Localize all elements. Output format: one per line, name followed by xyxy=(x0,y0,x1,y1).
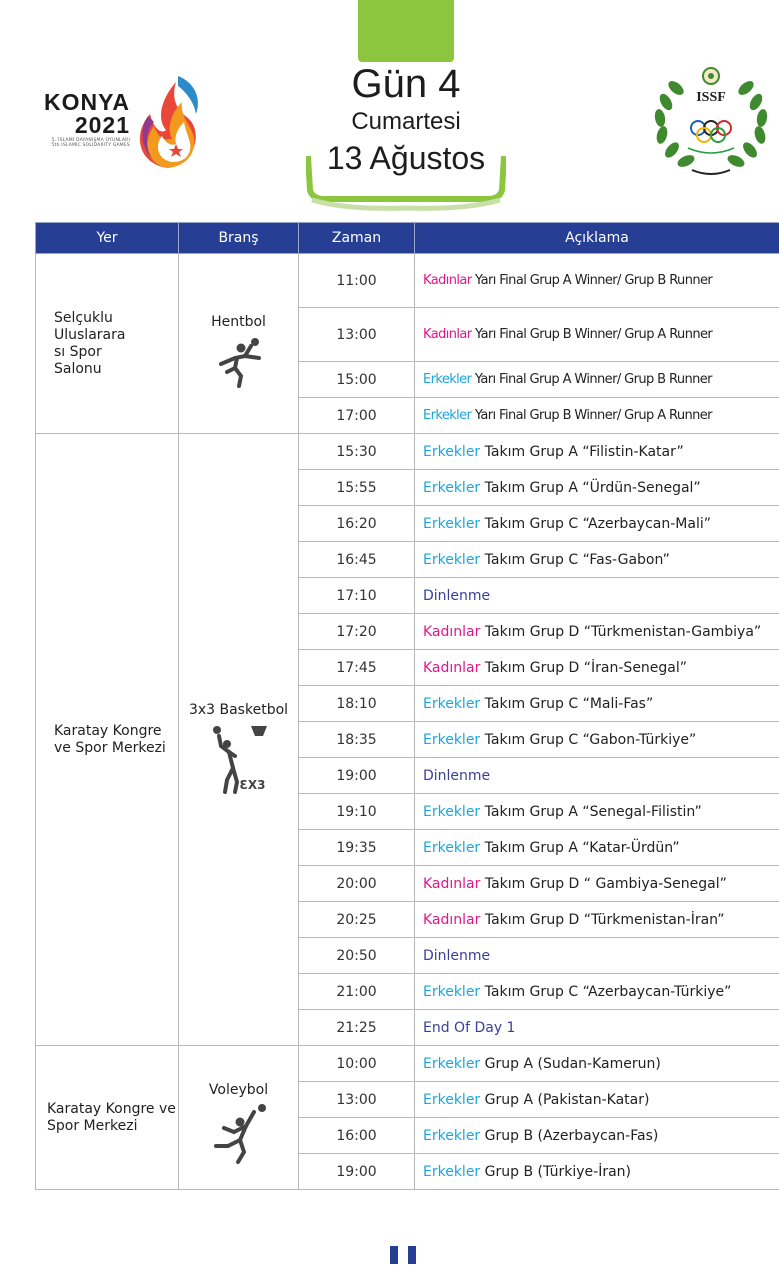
description-cell xyxy=(415,1118,779,1154)
time-cell: 17:20 xyxy=(299,614,415,650)
description-cell xyxy=(415,902,779,938)
time-cell: 19:10 xyxy=(299,794,415,830)
gender-men-label: Erkekler xyxy=(423,983,481,1000)
description-cell xyxy=(415,1010,779,1046)
description-cell xyxy=(415,830,779,866)
time-cell: 18:35 xyxy=(299,722,415,758)
gender-men-label: Erkekler xyxy=(423,372,472,387)
sport-cell xyxy=(179,254,299,434)
gender-women-label: Kadınlar xyxy=(423,273,472,288)
description-cell xyxy=(415,506,779,542)
description-cell xyxy=(415,542,779,578)
gender-men-label: Erkekler xyxy=(423,1163,481,1180)
description-cell xyxy=(415,470,779,506)
time-cell: 21:00 xyxy=(299,974,415,1010)
description-cell xyxy=(415,650,779,686)
gender-men-label: Erkekler xyxy=(423,803,481,820)
time-cell: 16:20 xyxy=(299,506,415,542)
match-description: Takım Grup D “İran-Senegal” xyxy=(480,659,688,676)
place-cell xyxy=(36,434,179,1046)
place-cell xyxy=(36,254,179,434)
konya-sub-2: 5th ISLAMIC SOLIDARITY GAMES xyxy=(51,143,130,148)
sport-cell xyxy=(179,1046,299,1190)
description-cell xyxy=(415,686,779,722)
description-cell xyxy=(415,722,779,758)
sport-name: Voleybol xyxy=(208,1082,269,1098)
description-cell xyxy=(415,398,779,434)
time-cell: 17:00 xyxy=(299,398,415,434)
time-cell: 19:35 xyxy=(299,830,415,866)
gender-men-label: Erkekler xyxy=(423,1055,481,1072)
match-description: Takım Grup C “Gabon-Türkiye” xyxy=(480,731,697,748)
gender-men-label: Erkekler xyxy=(423,515,481,532)
place-name: Karatay Kongre ve Spor Merkezi xyxy=(54,722,166,756)
table-row xyxy=(36,434,779,470)
match-description: Grup A (Pakistan-Katar) xyxy=(480,1091,650,1108)
break-label: Dinlenme xyxy=(423,587,491,604)
description-cell xyxy=(415,758,779,794)
match-description: Yarı Final Grup A Winner/ Grup B Runner xyxy=(471,273,713,288)
schedule-body xyxy=(36,254,779,1190)
konya-sub-1: 5. İSLAMİ DAYANIŞMA OYUNLARI xyxy=(51,138,130,143)
match-description: Takım Grup C “Mali-Fas” xyxy=(480,695,654,712)
gender-men-label: Erkekler xyxy=(423,408,472,423)
gender-men-label: Erkekler xyxy=(423,443,481,460)
konya-logo-text xyxy=(30,90,130,136)
sport-name: Hentbol xyxy=(211,314,266,330)
table-row xyxy=(36,254,779,308)
table-header-row xyxy=(36,223,779,254)
time-cell: 20:25 xyxy=(299,902,415,938)
gender-women-label: Kadınlar xyxy=(423,623,481,640)
match-description: Takım Grup A “Katar-Ürdün” xyxy=(480,839,680,856)
gender-men-label: Erkekler xyxy=(423,1091,481,1108)
time-cell: 20:50 xyxy=(299,938,415,974)
gender-women-label: Kadınlar xyxy=(423,659,481,676)
sport-name: 3x3 Basketbol xyxy=(188,702,289,718)
time-cell: 15:00 xyxy=(299,362,415,398)
gender-men-label: Erkekler xyxy=(423,1127,481,1144)
description-cell xyxy=(415,578,779,614)
description-cell xyxy=(415,308,779,362)
match-description: Takım Grup D “ Gambiya-Senegal” xyxy=(480,875,727,892)
column-header-description: Açıklama xyxy=(415,223,779,254)
match-description: Takım Grup C “Fas-Gabon” xyxy=(480,551,670,568)
match-description: Yarı Final Grup B Winner/ Grup A Runner xyxy=(471,408,712,423)
green-bracket-decoration xyxy=(306,150,506,214)
konya-flame-icon xyxy=(132,72,204,172)
time-cell: 16:45 xyxy=(299,542,415,578)
day-date: 13 Ağustos xyxy=(326,140,486,176)
match-description: Grup A (Sudan-Kamerun) xyxy=(480,1055,661,1072)
time-cell: 16:00 xyxy=(299,1118,415,1154)
konya-logo-line2: 2021 xyxy=(74,112,130,138)
description-cell xyxy=(415,974,779,1010)
time-cell: 13:00 xyxy=(299,308,415,362)
time-cell: 15:55 xyxy=(299,470,415,506)
top-green-tab xyxy=(358,0,454,62)
break-label: Dinlenme xyxy=(423,767,491,784)
match-description: Grup B (Türkiye-İran) xyxy=(480,1163,631,1180)
break-label: Dinlenme xyxy=(423,947,491,964)
gender-men-label: Erkekler xyxy=(423,839,481,856)
sport-cell xyxy=(179,434,299,1046)
description-cell xyxy=(415,866,779,902)
match-description: Takım Grup D “Türkmenistan-İran” xyxy=(480,911,725,928)
gender-women-label: Kadınlar xyxy=(423,875,481,892)
match-description: Yarı Final Grup A Winner/ Grup B Runner xyxy=(471,372,712,387)
issf-logo-text: ISSF xyxy=(696,90,726,105)
place-cell xyxy=(36,1046,179,1190)
table-row xyxy=(36,1046,779,1082)
match-description: Takım Grup A “Senegal-Filistin” xyxy=(480,803,702,820)
match-description: Takım Grup A “Filistin-Katar” xyxy=(480,443,684,460)
gender-women-label: Kadınlar xyxy=(423,911,481,928)
konya-2021-logo xyxy=(30,72,205,172)
match-description: Yarı Final Grup B Winner/ Grup A Runner xyxy=(471,327,713,342)
time-cell: 19:00 xyxy=(299,758,415,794)
sport-icon-label: ƐX3 xyxy=(239,778,266,792)
match-description: Grup B (Azerbaycan-Fas) xyxy=(480,1127,659,1144)
schedule-table xyxy=(35,222,779,1190)
match-description: Takım Grup D “Türkmenistan-Gambiya” xyxy=(480,623,762,640)
gender-men-label: Erkekler xyxy=(423,551,481,568)
volleyball-player-icon xyxy=(179,1102,298,1168)
description-cell xyxy=(415,1082,779,1118)
place-name: Karatay Kongre ve Spor Merkezi xyxy=(47,1100,176,1134)
description-cell xyxy=(415,794,779,830)
description-cell xyxy=(415,362,779,398)
column-header-place: Yer xyxy=(36,223,179,254)
match-description: Takım Grup A “Ürdün-Senegal” xyxy=(480,479,701,496)
gender-men-label: Erkekler xyxy=(423,731,481,748)
konya-logo-line1: KONYA xyxy=(44,89,130,115)
description-cell xyxy=(415,254,779,308)
gender-women-label: Kadınlar xyxy=(423,327,472,342)
place-name: Selçuklu Uluslarara sı Spor Salonu xyxy=(54,309,126,377)
time-cell: 20:00 xyxy=(299,866,415,902)
time-cell: 17:45 xyxy=(299,650,415,686)
description-cell xyxy=(415,1046,779,1082)
time-cell: 18:10 xyxy=(299,686,415,722)
time-cell: 11:00 xyxy=(299,254,415,308)
laurel-wreath-icon xyxy=(652,62,770,182)
bottom-page-mark xyxy=(390,1246,418,1264)
match-description: Takım Grup C “Azerbaycan-Türkiye” xyxy=(480,983,732,1000)
description-cell xyxy=(415,614,779,650)
time-cell: 19:00 xyxy=(299,1154,415,1190)
description-cell xyxy=(415,434,779,470)
handball-player-icon xyxy=(179,334,298,394)
time-cell: 21:25 xyxy=(299,1010,415,1046)
column-header-sport: Branş xyxy=(179,223,299,254)
break-label: End Of Day 1 xyxy=(423,1019,516,1036)
gender-men-label: Erkekler xyxy=(423,479,481,496)
time-cell: 15:30 xyxy=(299,434,415,470)
description-cell xyxy=(415,938,779,974)
konya-logo-subtitle xyxy=(30,138,130,148)
match-description: Takım Grup C “Azerbaycan-Mali” xyxy=(480,515,711,532)
issf-logo xyxy=(652,62,770,182)
column-header-time: Zaman xyxy=(299,223,415,254)
day-weekday: Cumartesi xyxy=(351,108,461,135)
description-cell xyxy=(415,1154,779,1190)
time-cell: 10:00 xyxy=(299,1046,415,1082)
day-title: Gün 4 xyxy=(351,62,461,106)
time-cell: 13:00 xyxy=(299,1082,415,1118)
time-cell: 17:10 xyxy=(299,578,415,614)
gender-men-label: Erkekler xyxy=(423,695,481,712)
